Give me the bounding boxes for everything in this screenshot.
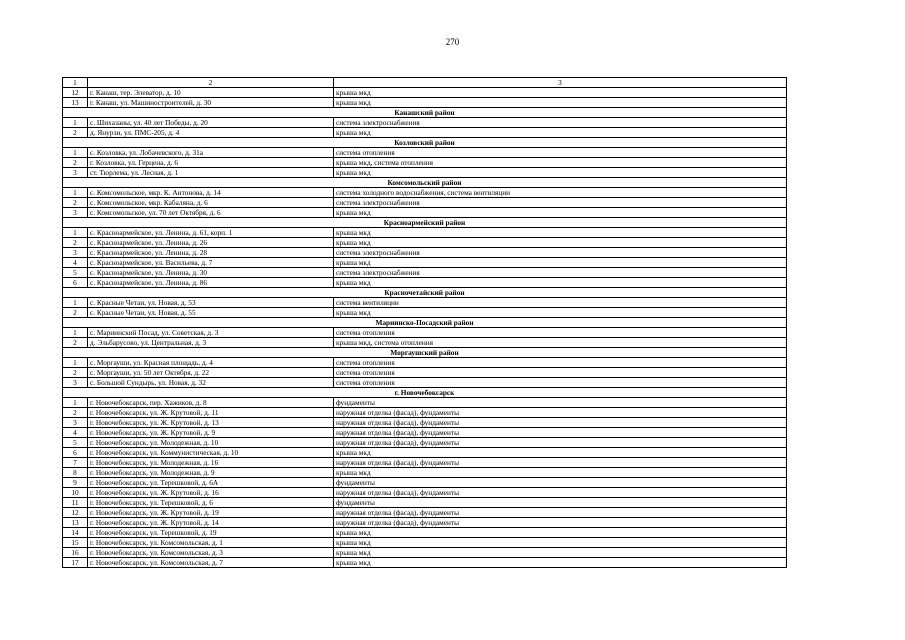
row-number: 12 — [63, 508, 88, 518]
row-work: наружная отделка (фасад), фундаменты — [334, 508, 787, 518]
row-work: система электроснабжения — [334, 268, 787, 278]
row-number: 2 — [63, 198, 88, 208]
table-row — [63, 458, 787, 468]
row-address: ст. Тюрлема, ул. Лесная, д. 1 — [88, 168, 334, 178]
table-row — [63, 398, 787, 408]
row-address: с. Моргауши, ул. 50 лет Октября, д. 22 — [88, 368, 334, 378]
row-work: крыша мкд — [334, 208, 787, 218]
table-row — [63, 558, 787, 568]
table-row — [63, 168, 787, 178]
row-work: наружная отделка (фасад), фундаменты — [334, 418, 787, 428]
row-number: 4 — [63, 428, 88, 438]
row-number: 2 — [63, 408, 88, 418]
table-row — [63, 88, 787, 98]
row-number: 12 — [63, 88, 88, 98]
row-number: 9 — [63, 478, 88, 488]
row-address: г. Новочебоксарск, ул. Ж. Крутовой, д. 14 — [88, 518, 334, 528]
row-work: наружная отделка (фасад), фундаменты — [334, 408, 787, 418]
row-work: крыша мкд — [334, 558, 787, 568]
row-work: крыша мкд — [334, 88, 787, 98]
row-address: с. Красноармейское, ул. Ленина, д. 61, корп. 1 — [88, 228, 334, 238]
section-title: Козловский район — [63, 138, 787, 148]
table-row — [63, 298, 787, 308]
row-address: с. Моргауши, ул. Красная площадь, д. 4 — [88, 358, 334, 368]
row-work: система электроснабжения — [334, 198, 787, 208]
section-title: Моргаушский район — [63, 348, 787, 358]
section-title: Красночетайский район — [63, 288, 787, 298]
table-row — [63, 248, 787, 258]
row-address: с. Большой Сундырь, ул. Новая, д. 32 — [88, 378, 334, 388]
row-number: 3 — [63, 168, 88, 178]
table-row — [63, 328, 787, 338]
row-work: система отопления — [334, 378, 787, 388]
page-number: 270 — [445, 37, 460, 47]
table-row — [63, 408, 787, 418]
row-address: г. Новочебоксарск, ул. Ж. Крутовой, д. 9 — [88, 428, 334, 438]
row-address: с. Красноармейское, ул. Ленина, д. 86 — [88, 278, 334, 288]
row-address: г. Новочебоксарск, ул. Комсомольская, д. 3 — [88, 548, 334, 558]
row-work: крыша мкд, система отопления — [334, 338, 787, 348]
row-address: г. Канаш, тер. Элеватор, д. 10 — [88, 88, 334, 98]
row-address: с. Шихазаны, ул. 40 лет Победы, д. 20 — [88, 118, 334, 128]
row-address: г. Новочебоксарск, ул. Комсомольская, д. 7 — [88, 558, 334, 568]
row-work: крыша мкд — [334, 538, 787, 548]
row-address: с. Красные Четаи, ул. Новая, д. 55 — [88, 308, 334, 318]
row-number: 2 — [63, 338, 88, 348]
row-address: г. Канаш, ул. Машиностроителей, д. 30 — [88, 98, 334, 108]
row-number: 13 — [63, 518, 88, 528]
table-row — [63, 228, 787, 238]
row-work: наружная отделка (фасад), фундаменты — [334, 488, 787, 498]
section-row — [63, 318, 787, 328]
row-address: г. Новочебоксарск, ул. Коммунистическая, д. 10 — [88, 448, 334, 458]
header-row — [63, 78, 787, 88]
row-address: г. Новочебоксарск, ул. Ж. Крутовой, д. 13 — [88, 418, 334, 428]
row-number: 7 — [63, 458, 88, 468]
header-cell-number: 1 — [63, 78, 88, 88]
row-number: 3 — [63, 208, 88, 218]
section-row — [63, 218, 787, 228]
row-address: с. Красноармейское, ул. Ленина, д. 26 — [88, 238, 334, 248]
row-address: г. Новочебоксарск, пер. Хажиков, д. 8 — [88, 398, 334, 408]
table-row — [63, 208, 787, 218]
row-work: крыша мкд — [334, 98, 787, 108]
row-work: система отопления — [334, 328, 787, 338]
row-address: с. Комсомольское, мкр. Кабаляна, д. 6 — [88, 198, 334, 208]
table-row — [63, 238, 787, 248]
row-number: 11 — [63, 498, 88, 508]
section-title: Мариинско-Посадский район — [63, 318, 787, 328]
table-row — [63, 128, 787, 138]
row-address: с. Комсомольское, мкр. К. Антонова, д. 14 — [88, 188, 334, 198]
row-number: 2 — [63, 308, 88, 318]
row-number: 1 — [63, 118, 88, 128]
table-row — [63, 358, 787, 368]
table-row — [63, 548, 787, 558]
row-work: наружная отделка (фасад), фундаменты — [334, 428, 787, 438]
row-address: с. Красноармейское, ул. Ленина, д. 30 — [88, 268, 334, 278]
row-number: 3 — [63, 248, 88, 258]
table-row — [63, 338, 787, 348]
row-work: крыша мкд — [334, 278, 787, 288]
section-row — [63, 388, 787, 398]
row-work: система вентиляции — [334, 298, 787, 308]
table-row — [63, 448, 787, 458]
row-address: г. Новочебоксарск, ул. Молодежная, д. 16 — [88, 458, 334, 468]
table-row — [63, 188, 787, 198]
row-work: система электроснабжения — [334, 248, 787, 258]
table-row — [63, 428, 787, 438]
table-row — [63, 118, 787, 128]
row-address: г. Новочебоксарск, ул. Терешковой, д. 6А — [88, 478, 334, 488]
table-row — [63, 258, 787, 268]
row-work: крыша мкд — [334, 128, 787, 138]
row-number: 5 — [63, 438, 88, 448]
row-number: 5 — [63, 268, 88, 278]
section-title: г. Новочебоксарск — [63, 388, 787, 398]
table-row — [63, 508, 787, 518]
section-title: Красноармейский район — [63, 218, 787, 228]
row-address: с. Мариинский Посад, ул. Советская, д. 3 — [88, 328, 334, 338]
row-address: г. Новочебоксарск, ул. Терешковой, д. 6 — [88, 498, 334, 508]
row-number: 1 — [63, 228, 88, 238]
row-work: система отопления — [334, 368, 787, 378]
row-address: г. Новочебоксарск, ул. Ж. Крутовой, д. 16 — [88, 488, 334, 498]
row-number: 3 — [63, 418, 88, 428]
register-table — [62, 77, 787, 568]
row-number: 13 — [63, 98, 88, 108]
row-number: 1 — [63, 398, 88, 408]
row-address: г. Новочебоксарск, ул. Ж. Крутовой, д. 19 — [88, 508, 334, 518]
row-number: 1 — [63, 148, 88, 158]
row-address: с. Красноармейское, ул. Васильева, д. 7 — [88, 258, 334, 268]
table-row — [63, 158, 787, 168]
row-number: 16 — [63, 548, 88, 558]
section-row — [63, 288, 787, 298]
table-row — [63, 528, 787, 538]
table-row — [63, 368, 787, 378]
table-row — [63, 438, 787, 448]
row-work: крыша мкд — [334, 228, 787, 238]
table-row — [63, 518, 787, 528]
table-row — [63, 468, 787, 478]
row-number: 3 — [63, 378, 88, 388]
table-row — [63, 488, 787, 498]
row-address: г. Новочебоксарск, ул. Молодежная, д. 9 — [88, 468, 334, 478]
section-title: Комсомольский район — [63, 178, 787, 188]
row-address: д. Янурзи, ул. ПМС-205, д. 4 — [88, 128, 334, 138]
register-table-body — [63, 78, 787, 568]
row-number: 1 — [63, 298, 88, 308]
table-row — [63, 498, 787, 508]
row-work: фундаменты — [334, 478, 787, 488]
row-work: крыша мкд — [334, 468, 787, 478]
row-number: 10 — [63, 488, 88, 498]
row-number: 4 — [63, 258, 88, 268]
row-work: крыша мкд — [334, 448, 787, 458]
row-work: система электроснабжения — [334, 118, 787, 128]
row-work: наружная отделка (фасад), фундаменты — [334, 458, 787, 468]
table-row — [63, 478, 787, 488]
row-work: система холодного водоснабжения, система вентиляции — [334, 188, 787, 198]
row-work: фундаменты — [334, 498, 787, 508]
row-number: 2 — [63, 238, 88, 248]
table-row — [63, 98, 787, 108]
row-work: крыша мкд — [334, 528, 787, 538]
table-row — [63, 378, 787, 388]
section-title: Канашский район — [63, 108, 787, 118]
row-address: с. Козловка, ул. Лобачевского, д. 31а — [88, 148, 334, 158]
table-row — [63, 538, 787, 548]
row-number: 1 — [63, 188, 88, 198]
row-number: 15 — [63, 538, 88, 548]
row-number: 6 — [63, 278, 88, 288]
header-cell-work: 3 — [334, 78, 787, 88]
row-address: г. Новочебоксарск, ул. Ж. Крутовой, д. 11 — [88, 408, 334, 418]
table-row — [63, 268, 787, 278]
row-number: 1 — [63, 358, 88, 368]
row-work: крыша мкд — [334, 238, 787, 248]
row-work: наружная отделка (фасад), фундаменты — [334, 518, 787, 528]
row-address: с. Красноармейское, ул. Ленина, д. 28 — [88, 248, 334, 258]
row-work: крыша мкд, система отопления — [334, 158, 787, 168]
row-address: с. Комсомольское, ул. 70 лет Октября, д. 6 — [88, 208, 334, 218]
section-row — [63, 108, 787, 118]
row-number: 2 — [63, 128, 88, 138]
header-cell-address: 2 — [88, 78, 334, 88]
table-row — [63, 198, 787, 208]
table-row — [63, 148, 787, 158]
row-work: крыша мкд — [334, 308, 787, 318]
row-number: 17 — [63, 558, 88, 568]
section-row — [63, 138, 787, 148]
row-work: крыша мкд — [334, 548, 787, 558]
row-address: г. Новочебоксарск, ул. Терешковой, д. 19 — [88, 528, 334, 538]
table-row — [63, 308, 787, 318]
row-number: 1 — [63, 328, 88, 338]
row-number: 2 — [63, 368, 88, 378]
section-row — [63, 178, 787, 188]
row-number: 2 — [63, 158, 88, 168]
row-number: 14 — [63, 528, 88, 538]
row-address: д. Эльбарусово, ул. Центральная, д. 3 — [88, 338, 334, 348]
table-row — [63, 418, 787, 428]
row-work: крыша мкд — [334, 258, 787, 268]
row-work: система отопления — [334, 148, 787, 158]
row-work: крыша мкд — [334, 168, 787, 178]
section-row — [63, 348, 787, 358]
row-work: наружная отделка (фасад), фундаменты — [334, 438, 787, 448]
table-row — [63, 278, 787, 288]
row-address: г. Козловка, ул. Герцена, д. 6 — [88, 158, 334, 168]
row-work: система отопления — [334, 358, 787, 368]
row-address: с. Красные Четаи, ул. Новая, д. 53 — [88, 298, 334, 308]
row-number: 8 — [63, 468, 88, 478]
row-number: 6 — [63, 448, 88, 458]
row-address: г. Новочебоксарск, ул. Комсомольская, д. 1 — [88, 538, 334, 548]
row-address: г. Новочебоксарск, ул. Молодежная, д. 10 — [88, 438, 334, 448]
row-work: фундаменты — [334, 398, 787, 408]
